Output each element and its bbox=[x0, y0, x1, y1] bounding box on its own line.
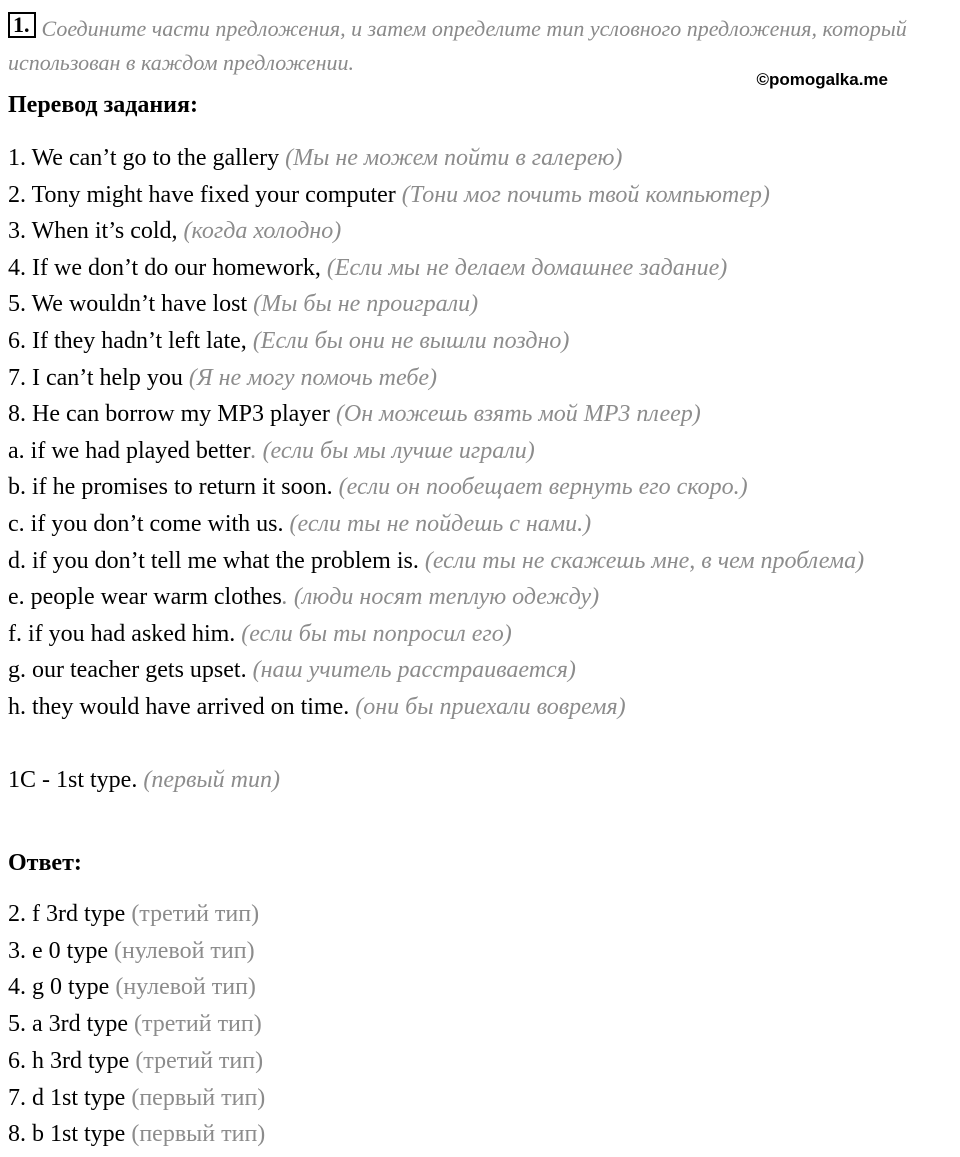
answer-item bbox=[8, 933, 265, 970]
list-item bbox=[8, 140, 953, 177]
list-item bbox=[8, 250, 953, 287]
item-translation: (Он можешь взять мой MP3 плеер) bbox=[335, 401, 701, 428]
item-translation: (когда холодно) bbox=[183, 218, 342, 245]
example-line bbox=[8, 762, 953, 799]
answer-text: 8. b 1st type bbox=[8, 1121, 132, 1148]
item-translation: (Я не могу помочь тебе) bbox=[188, 364, 438, 391]
answer-item bbox=[8, 1116, 265, 1153]
answer-translation: (нулевой тип) bbox=[115, 974, 256, 1001]
watermark: ©pomogalka.me bbox=[756, 70, 888, 89]
answer-item bbox=[8, 1006, 265, 1043]
spacer bbox=[8, 726, 953, 762]
list-item bbox=[8, 286, 953, 323]
list-item bbox=[8, 579, 953, 616]
item-text: 4. If we don’t do our homework, bbox=[8, 254, 327, 281]
list-item bbox=[8, 323, 953, 360]
answer-text: 2. f 3rd type bbox=[8, 901, 132, 927]
task-number: 1. bbox=[8, 12, 36, 38]
item-translation: . (если бы мы лучше играли) bbox=[250, 437, 535, 464]
item-text: d. if you don’t tell me what the problem is. bbox=[8, 547, 425, 574]
item-text: f. if you had asked him. bbox=[8, 620, 242, 647]
item-translation: (если бы ты попросил его) bbox=[241, 620, 512, 647]
item-translation: (наш учитель расстраивается) bbox=[252, 657, 576, 684]
item-text: b. if he promises to return it soon. bbox=[8, 474, 339, 501]
item-text: 5. We wouldn’t have lost bbox=[8, 291, 254, 318]
item-text: a. if we had played better bbox=[8, 437, 251, 464]
task-instruction: Соедините части предложения, и затем определите тип условного предложения, который использован в каждом предложении. bbox=[8, 16, 907, 75]
answer-text: 3. e 0 type bbox=[8, 937, 114, 964]
answer-translation: (первый тип) bbox=[131, 1121, 266, 1148]
item-text: 7. I can’t help you bbox=[8, 364, 189, 391]
answer-text: 5. a 3rd type bbox=[8, 1011, 134, 1038]
list-item bbox=[8, 360, 953, 397]
item-translation: (если ты не пойдешь с нами.) bbox=[289, 510, 592, 537]
item-text: g. our teacher gets upset. bbox=[8, 657, 253, 684]
list-item bbox=[8, 177, 953, 214]
list-item bbox=[8, 213, 953, 250]
answer-item bbox=[8, 1080, 265, 1117]
answer-heading: Ответ: bbox=[8, 850, 82, 876]
item-translation: (Если мы не делаем домашнее задание) bbox=[326, 254, 728, 281]
answer-list bbox=[8, 896, 265, 1153]
sentence-list bbox=[8, 140, 953, 798]
item-text: 8. He can borrow my MP3 player bbox=[8, 401, 336, 428]
answer-text: 4. g 0 type bbox=[8, 974, 116, 1001]
list-item bbox=[8, 616, 953, 653]
answer-translation: (третий тип) bbox=[133, 1011, 262, 1038]
list-item bbox=[8, 543, 953, 580]
list-item bbox=[8, 652, 953, 689]
translation-heading: Перевод задания: bbox=[8, 92, 198, 118]
item-text: 2. Tony might have fixed your computer bbox=[8, 181, 402, 208]
answer-text: 6. h 3rd type bbox=[8, 1047, 136, 1074]
item-translation: (Мы не можем пойти в галерею) bbox=[285, 145, 623, 171]
answer-text: 7. d 1st type bbox=[8, 1084, 132, 1111]
item-text: h. they would have arrived on time. bbox=[8, 693, 356, 720]
list-item bbox=[8, 506, 953, 543]
item-translation: (если ты не скажешь мне, в чем проблема) bbox=[424, 547, 865, 574]
example-text: 1C - 1st type. bbox=[8, 766, 144, 793]
list-item bbox=[8, 396, 953, 433]
answer-translation: (первый тип) bbox=[131, 1084, 266, 1111]
answer-translation: (третий тип) bbox=[131, 901, 260, 927]
answer-translation: (третий тип) bbox=[135, 1047, 264, 1074]
item-translation: . (люди носят теплую одежду) bbox=[281, 584, 600, 611]
answer-item bbox=[8, 969, 265, 1006]
example-translation: (первый тип) bbox=[143, 766, 280, 793]
item-translation: (если он пообещает вернуть его скоро.) bbox=[338, 474, 748, 501]
item-translation: (Тони мог почить твой компьютер) bbox=[401, 181, 770, 208]
item-text: 6. If they hadn’t left late, bbox=[8, 327, 253, 354]
item-translation: (Мы бы не проиграли) bbox=[253, 291, 479, 318]
item-translation: (они бы приехали вовремя) bbox=[355, 693, 626, 720]
list-item bbox=[8, 689, 953, 726]
list-item bbox=[8, 469, 953, 506]
item-translation: (Если бы они не вышли поздно) bbox=[252, 327, 570, 354]
item-text: c. if you don’t come with us. bbox=[8, 510, 290, 537]
answer-translation: (нулевой тип) bbox=[113, 937, 255, 964]
item-text: 3. When it’s cold, bbox=[8, 218, 184, 245]
answer-item bbox=[8, 1043, 265, 1080]
item-text: 1. We can’t go to the gallery bbox=[8, 145, 286, 171]
list-item bbox=[8, 433, 953, 470]
answer-item bbox=[8, 896, 265, 933]
item-text: e. people wear warm clothes bbox=[8, 584, 282, 611]
